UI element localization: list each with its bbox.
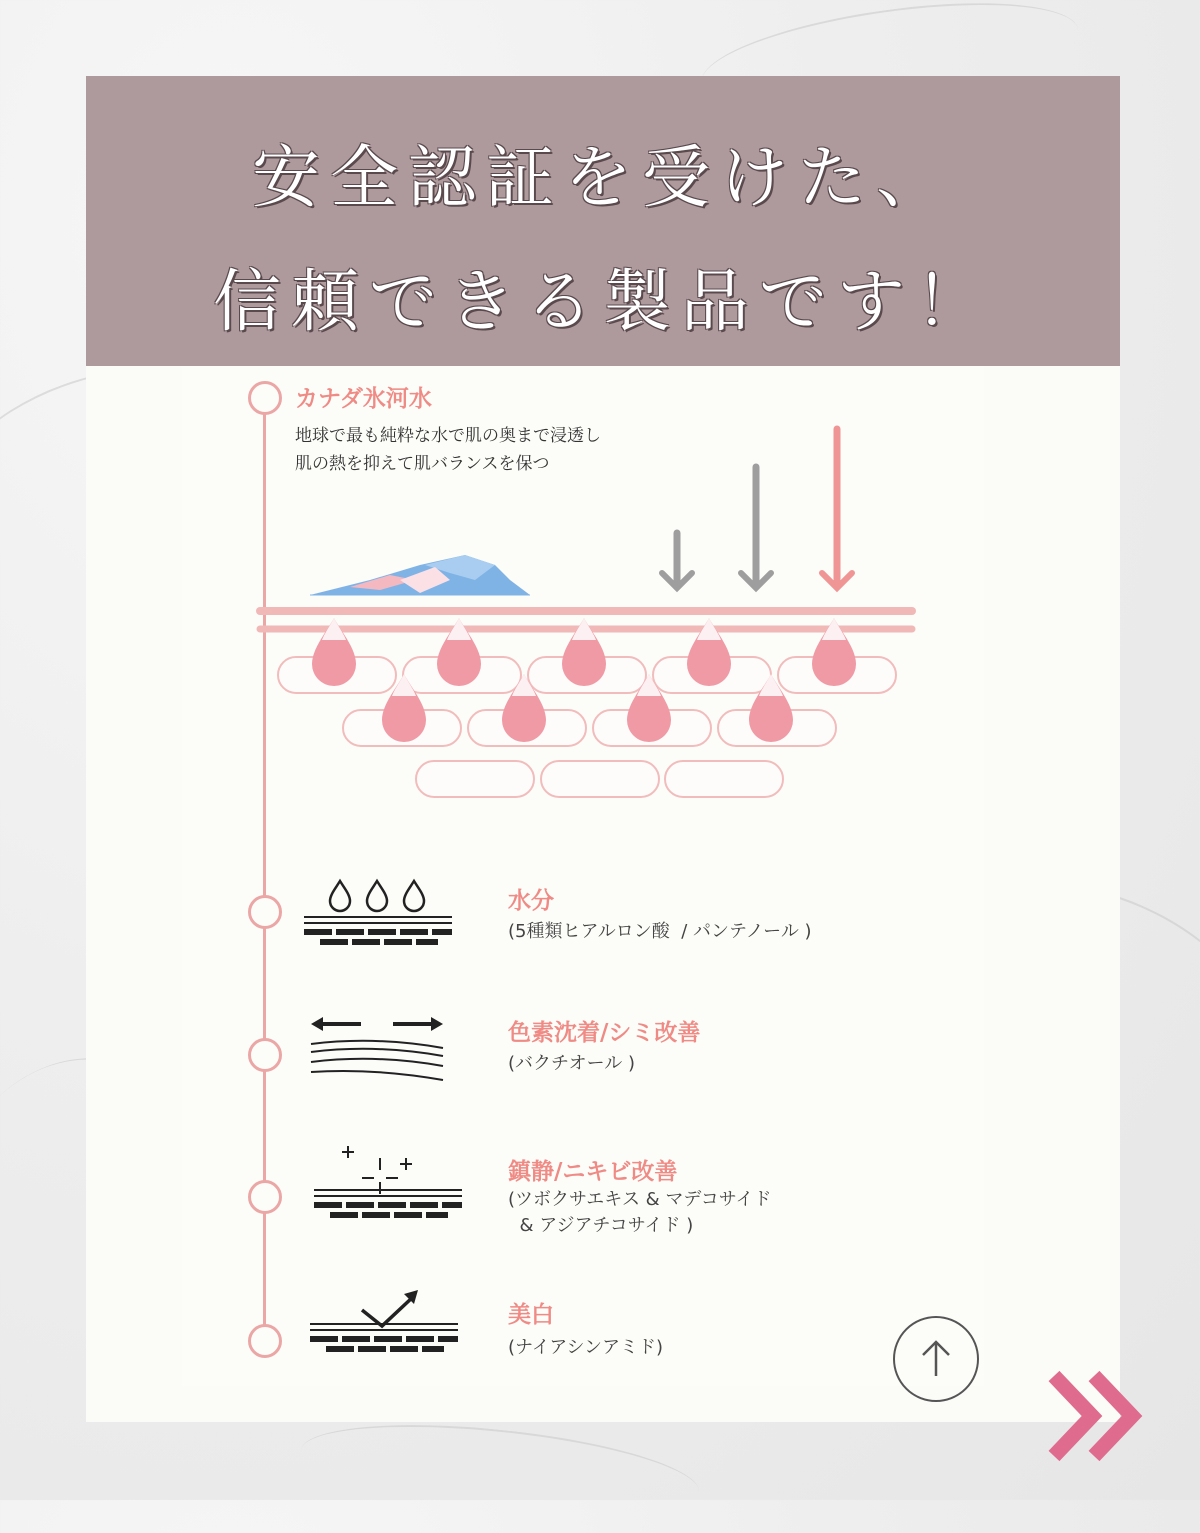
marble-vein (297, 1409, 703, 1532)
glacier-desc-line2: 肌の熱を抑えて肌バランスを保つ (295, 454, 550, 474)
water-drop-icon (502, 674, 546, 742)
pink-arrow-icon (822, 429, 852, 588)
feature-detail-moisture: (5種類ヒアルロン酸 / パンテノール ) (508, 921, 812, 942)
next-page-button[interactable] (1042, 1366, 1152, 1470)
brightening-arrow-icon (306, 1286, 466, 1366)
skin-cell (540, 760, 660, 798)
water-drop-icon (687, 618, 731, 686)
skin-cell (415, 760, 535, 798)
droplets-layer (250, 600, 930, 750)
banner-title-line1: 安全認証を受けた、 (251, 139, 954, 218)
water-drop-icon (382, 674, 426, 742)
banner-title-line2: 信頼できる製品です！ (212, 263, 993, 342)
timeline-node-whitening (248, 1324, 282, 1358)
water-drop-icon (627, 674, 671, 742)
horizontal-arrows-icon (305, 1010, 455, 1090)
double-chevron-right-icon (1042, 1366, 1152, 1466)
feature-detail-calming: (ツボクサエキス & マデコサイド & アジアチコサイド ) (508, 1189, 772, 1236)
glacier-mountain-icon (310, 555, 530, 595)
timeline-node-pigmentation (248, 1038, 282, 1072)
feature-title-pigmentation: 色素沈着/シミ改善 (508, 1020, 701, 1046)
feature-title-moisture: 水分 (508, 888, 554, 914)
water-drop-icon (562, 618, 606, 686)
feature-detail-whitening: (ナイアシンアミド) (508, 1337, 664, 1358)
glacier-desc-line1: 地球で最も純粋な水で肌の奥まで浸透し (295, 426, 601, 446)
gray-arrow-short-icon (662, 533, 692, 588)
water-drop-icon (312, 618, 356, 686)
gray-arrow-long-icon (741, 467, 771, 588)
feature-title-calming: 鎮静/ニキビ改善 (508, 1159, 678, 1185)
timeline-node-moisture (248, 895, 282, 929)
feature-title-whitening: 美白 (508, 1302, 554, 1328)
water-drops-icon (300, 875, 460, 955)
skin-cell (664, 760, 784, 798)
scroll-top-button[interactable] (893, 1316, 979, 1402)
timeline-node-calming (248, 1180, 282, 1214)
timeline-node-glacier (248, 381, 282, 415)
feature-detail-pigmentation: (バクチオール ) (508, 1053, 636, 1074)
glacier-title: カナダ氷河水 (295, 386, 432, 412)
water-drop-icon (437, 618, 481, 686)
calming-plus-icon (310, 1140, 470, 1225)
title-banner (86, 76, 1120, 366)
water-drop-icon (749, 674, 793, 742)
water-drop-icon (812, 618, 856, 686)
arrow-up-icon (895, 1318, 977, 1400)
